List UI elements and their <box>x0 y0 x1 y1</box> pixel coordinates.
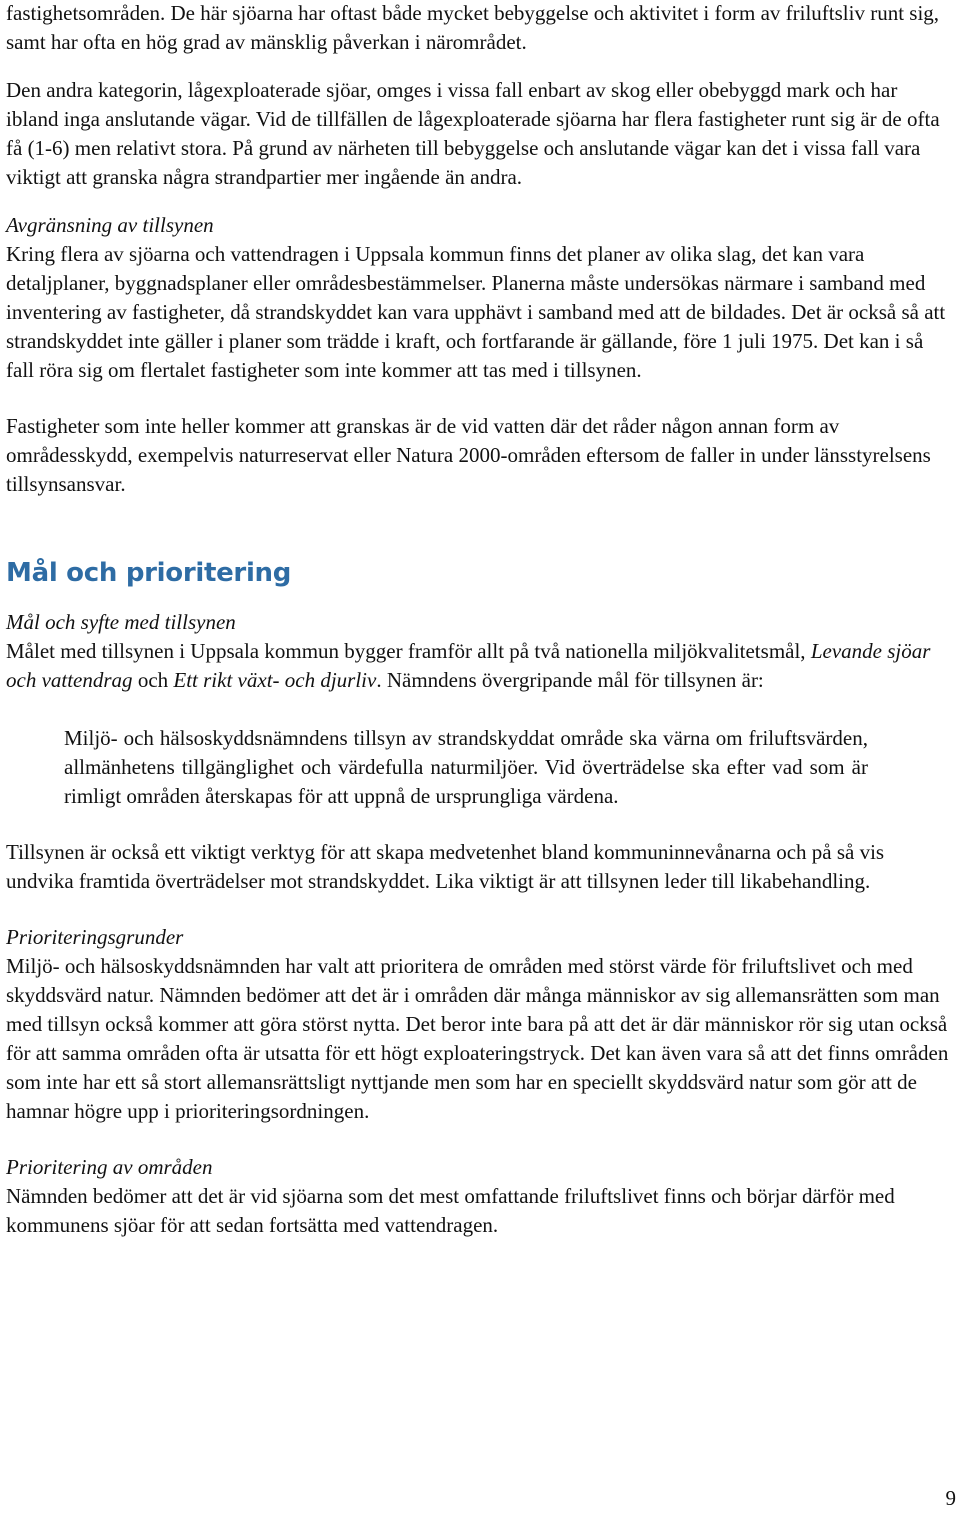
goals-text-c: . Nämndens övergripande mål för tillsynen är: <box>376 668 764 692</box>
section-heading-mal: Mål och prioritering <box>6 558 292 588</box>
goal-rikt-vaxt: Ett rikt växt- och djurliv <box>173 668 377 692</box>
spacer <box>6 385 954 412</box>
page-number: 9 <box>945 1486 956 1510</box>
document-page <box>6 0 954 1240</box>
spacer <box>6 57 954 76</box>
paragraph-national-goals <box>6 637 954 695</box>
paragraph-other-protection: Fastigheter som inte heller kommer att granskas är de vid vatten där det råder någon annan form av områdesskydd, exempelvis naturreservat eller Natura 2000-områden eftersom de faller in under länsstyrelsens tillsynsansvar. <box>6 414 931 496</box>
spacer <box>6 1126 954 1153</box>
paragraph-tool: Tillsynen är också ett viktigt verktyg för att skapa medvetenhet bland kommuninnevånarna och på så vis undvika framtida överträdelser mot strandskyddet. Lika viktigt är att tillsynen leder till likabehandling. <box>6 840 885 893</box>
goals-text-b: och <box>132 668 174 692</box>
spacer <box>6 590 954 608</box>
subheading-prioriteringsgrunder: Prioriteringsgrunder <box>6 925 184 949</box>
spacer <box>6 499 954 556</box>
spacer <box>6 192 954 211</box>
spacer <box>6 811 954 838</box>
paragraph-lakes-first: Nämnden bedömer att det är vid sjöarna som det mest omfattande friluftslivet finns och börjar därför med kommunens sjöar för att sedan fortsätta med vattendragen. <box>6 1184 895 1237</box>
paragraph-priorities: Miljö- och hälsoskyddsnämnden har valt att prioritera de områden med störst värde för friluftslivet och med skyddsvärd natur. Nämnden bedömer att det är i områden där många människor av sig allemansrätten som man med tillsyn också kommer att göra störst nytta. Det beror inte bara på att det är där människor rör sig utan också för att samma områden ofta är utsatta för ett högt exploateringstryck. Det kan även vara så att det finns områden som inte har ett så stort allemansrättsligt nyttjande men som har en speciellt skyddsvärd natur som gör att de hamnar högre upp i prioriteringsordningen. <box>6 954 949 1123</box>
block-quote-overall-goal: Miljö- och hälsoskyddsnämndens tillsyn av strandskyddat område ska värna om friluftsvärden, allmänhetens tillgänglighet och värdefulla naturmiljöer. Vid överträdelse ska efter vad som är rimligt områden återskapas för att uppnå de ursprungliga värdena. <box>64 726 868 808</box>
subheading-mal-syfte: Mål och syfte med tillsynen <box>6 610 236 634</box>
paragraph-plans: Kring flera av sjöarna och vattendragen i Uppsala kommun finns det planer av olika slag, det kan vara detaljplaner, byggnadsplaner eller områdesbestämmelser. Planerna måste undersökas närmare i samband med inventering av fastigheter, då strandskyddet kan vara upphävt i samband med att de bildades. Det är också så att strandskyddet inte gäller i planer som trädde i kraft, och fortfarande är gällande, före 1 juli 1975. Det kan i så fall röra sig om flertalet fastigheter som inte kommer att tas med i tillsynen. <box>6 242 946 382</box>
intro-paragraph-low-exploited: Den andra kategorin, lågexploaterade sjöar, omges i vissa fall enbart av skog eller obebyggd mark och har ibland inga anslutande vägar. Vid de tillfällen de lågexploaterade sjöarna har flera fastigheter runt sig är de ofta få (1-6) men relativt stora. På grund av närheten till bebyggelse och anslutande vägar kan det i vissa fall vara viktigt att granska några strandpartier mer ingående än andra. <box>6 78 940 189</box>
intro-paragraph-continued: fastighetsområden. De här sjöarna har oftast både mycket bebyggelse och aktivitet i form av friluftsliv runt sig, samt har ofta en hög grad av mänsklig påverkan i närområdet. <box>6 1 940 54</box>
subheading-avgransning: Avgränsning av tillsynen <box>6 213 214 237</box>
subheading-prioritering-omraden: Prioritering av områden <box>6 1155 213 1179</box>
spacer <box>6 695 954 724</box>
goal-levande-sjoar: Levande sjöar och vattendrag <box>6 639 931 692</box>
goals-text-a: Målet med tillsynen i Uppsala kommun bygger framför allt på två nationella miljökvalitetsmål, <box>6 639 811 663</box>
spacer <box>6 896 954 923</box>
